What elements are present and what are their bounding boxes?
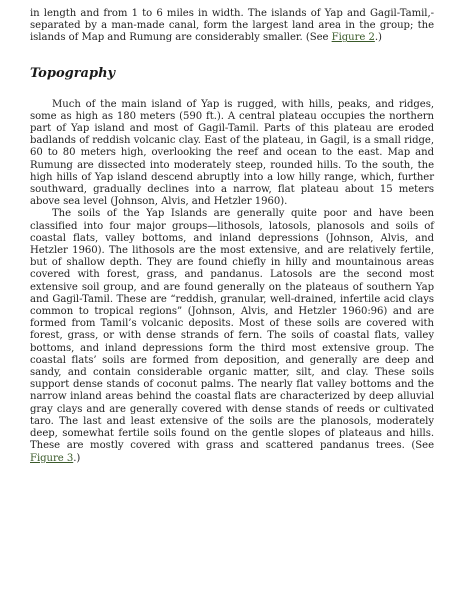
section-heading-topography: Topography <box>30 65 116 81</box>
intro-paragraph <box>30 8 434 45</box>
topography-paragraph: Much of the main island of Yap is rugged, with hills, peaks, and ridges, some as high as 180 meters (590 ft.). A central plateau occupies the northern part of Yap island and most of Gagil-Tamil. Parts of this plateau are eroded badlands of reddish volcanic clay. East of the plateau, in Gagil, is a small ridge, 60 to 80 meters high, overlooking the reef and ocean to the east. Map and Rumung are dissected into moderately steep, rounded hills. To the south, the high hills of Yap island descend abruptly into a low hilly range, which, further southward, gradually declines into a narrow, flat plateau about 15 meters above sea level (Johnson, Alvis, and Hetzler 1960). <box>30 98 434 208</box>
intro-text: in length and from 1 to 6 miles in width. The islands of Yap and Gagil-Tamil,- separated by a man-made canal, form the largest land area in the group; the islands of Map and Rumung are considerably smaller. (See <box>30 8 434 44</box>
figure-3-link[interactable]: Figure 3 <box>30 452 74 464</box>
document-page <box>30 8 434 465</box>
figure-2-link[interactable]: Figure 2 <box>331 32 375 44</box>
soils-paragraph <box>30 208 434 464</box>
soils-text: The soils of the Yap Islands are generally quite poor and have been classified into four major groups—lithosols, latosols, planosols and soils of coastal flats, valley bottoms, and inland depressions (Johnson, Alvis, and Hetzler 1960). The lithosols are the most extensive, and are relatively fertile, but of shallow depth. They are found chiefly in hilly and mountainous areas covered with forest, grass, and pandanus. Latosols are the second most extensive soil group, and are found generally on the plateaus of southern Yap and Gagil-Tamil. These are “reddish, granular, well-drained, infertile acid clays common to tropical regions” (Johnson, Alvis, and Hetzler 1960:96) and are formed from Tamil’s volcanic deposits. Most of these soils are covered with forest, grass, or with dense strands of fern. The soils of coastal flats, valley bottoms, and inland depressions form the third most extensive group. The coastal flats’ soils are formed from deposition, and generally are deep and sandy, and contain considerable organic matter, silt, and clay. These soils support dense stands of coconut palms. The nearly flat valley bottoms and the narrow inland areas behind the coastal flats are characterized by deep alluvial gray clays and are generally covered with dense stands of reeds or cultivated taro. The last and least extensive of the soils are the planosols, moderately deep, somewhat fertile soils found on the gentle slopes of plateaus and hills. These are mostly covered with grass and scattered pandanus trees. (See <box>30 208 434 452</box>
intro-after: .) <box>374 32 382 44</box>
soils-after: .) <box>73 452 81 464</box>
